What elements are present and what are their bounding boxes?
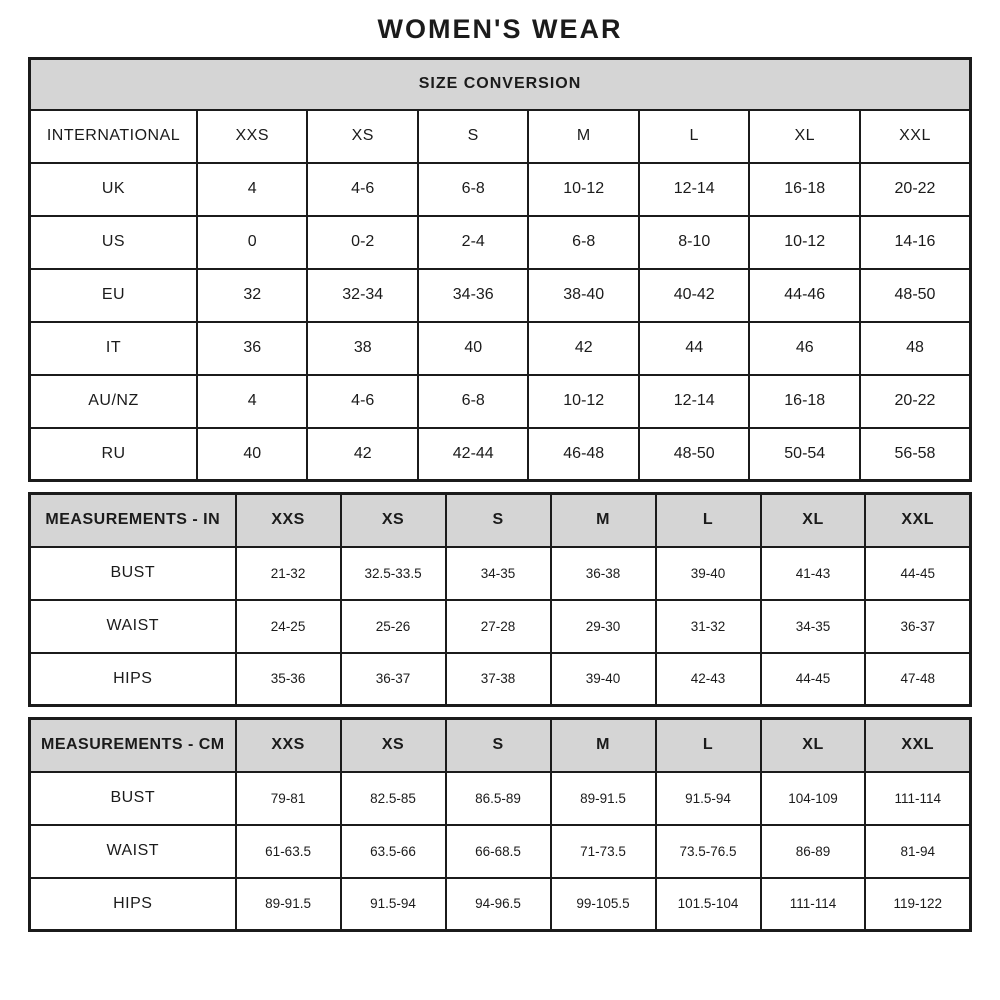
value-cell: 44-45 [865,547,970,600]
size-column-header: L [656,719,761,772]
size-column-header: S [418,110,529,163]
value-cell: 4 [197,163,308,216]
value-cell: 10-12 [528,375,639,428]
value-cell: 48 [860,322,971,375]
column-header-row [30,494,971,547]
value-cell: 104-109 [761,772,866,825]
row-label: WAIST [30,825,236,878]
value-cell: 61-63.5 [236,825,341,878]
value-cell: 34-35 [446,547,551,600]
value-cell: 38 [307,322,418,375]
table-row [30,428,971,481]
value-cell: 66-68.5 [446,825,551,878]
size-conversion-table [28,57,972,482]
table-row [30,825,971,878]
row-label: HIPS [30,878,236,931]
value-cell: 71-73.5 [551,825,656,878]
value-cell: 8-10 [639,216,750,269]
value-cell: 99-105.5 [551,878,656,931]
value-cell: 10-12 [528,163,639,216]
table-row [30,269,971,322]
row-label: UK [30,163,197,216]
size-column-header: XXL [865,719,970,772]
value-cell: 40 [418,322,529,375]
value-cell: 2-4 [418,216,529,269]
value-cell: 73.5-76.5 [656,825,761,878]
value-cell: 4-6 [307,375,418,428]
value-cell: 16-18 [749,375,860,428]
value-cell: 94-96.5 [446,878,551,931]
size-column-header: XXS [236,494,341,547]
value-cell: 20-22 [860,163,971,216]
page-title: WOMEN'S WEAR [377,14,623,44]
table-row [30,878,971,931]
table-row [30,600,971,653]
value-cell: 46 [749,322,860,375]
value-cell: 36 [197,322,308,375]
value-cell: 86.5-89 [446,772,551,825]
size-column-header: XL [749,110,860,163]
value-cell: 41-43 [761,547,866,600]
size-column-header: M [551,719,656,772]
value-cell: 4 [197,375,308,428]
row-label: WAIST [30,600,236,653]
row-label: AU/NZ [30,375,197,428]
row-label: RU [30,428,197,481]
value-cell: 46-48 [528,428,639,481]
value-cell: 119-122 [865,878,970,931]
value-cell: 79-81 [236,772,341,825]
size-column-header: XXL [860,110,971,163]
value-cell: 6-8 [418,375,529,428]
value-cell: 39-40 [551,653,656,706]
table-row [30,772,971,825]
value-cell: 29-30 [551,600,656,653]
table-row [30,216,971,269]
value-cell: 40 [197,428,308,481]
size-column-header: M [528,110,639,163]
measurements-in-table [28,492,972,707]
value-cell: 12-14 [639,375,750,428]
value-cell: 12-14 [639,163,750,216]
value-cell: 0 [197,216,308,269]
table-banner: SIZE CONVERSION [30,59,971,110]
size-column-header: L [639,110,750,163]
value-cell: 34-36 [418,269,529,322]
value-cell: 56-58 [860,428,971,481]
value-cell: 6-8 [418,163,529,216]
value-cell: 42-44 [418,428,529,481]
value-cell: 42-43 [656,653,761,706]
value-cell: 37-38 [446,653,551,706]
value-cell: 42 [528,322,639,375]
table-row [30,163,971,216]
value-cell: 39-40 [656,547,761,600]
value-cell: 89-91.5 [551,772,656,825]
row-label: EU [30,269,197,322]
size-column-header: XS [307,110,418,163]
value-cell: 48-50 [860,269,971,322]
value-cell: 36-37 [865,600,970,653]
value-cell: 32-34 [307,269,418,322]
value-cell: 35-36 [236,653,341,706]
corner-header-cell: MEASUREMENTS - IN [30,494,236,547]
table-row [30,653,971,706]
value-cell: 44 [639,322,750,375]
row-label: BUST [30,547,236,600]
value-cell: 14-16 [860,216,971,269]
size-column-header: XXS [197,110,308,163]
value-cell: 25-26 [341,600,446,653]
value-cell: 31-32 [656,600,761,653]
value-cell: 38-40 [528,269,639,322]
size-column-header: XS [341,494,446,547]
size-column-header: L [656,494,761,547]
value-cell: 40-42 [639,269,750,322]
column-header-row [30,110,971,163]
value-cell: 32 [197,269,308,322]
size-column-header: XXL [865,494,970,547]
value-cell: 10-12 [749,216,860,269]
table-row [30,322,971,375]
value-cell: 6-8 [528,216,639,269]
row-label: HIPS [30,653,236,706]
size-column-header: XL [761,719,866,772]
value-cell: 16-18 [749,163,860,216]
value-cell: 101.5-104 [656,878,761,931]
size-column-header: XXS [236,719,341,772]
value-cell: 32.5-33.5 [341,547,446,600]
value-cell: 21-32 [236,547,341,600]
value-cell: 42 [307,428,418,481]
column-header-row [30,719,971,772]
value-cell: 4-6 [307,163,418,216]
value-cell: 44-45 [761,653,866,706]
table-row [30,547,971,600]
table-banner-row [30,59,971,110]
value-cell: 86-89 [761,825,866,878]
value-cell: 47-48 [865,653,970,706]
value-cell: 24-25 [236,600,341,653]
row-label: BUST [30,772,236,825]
row-label: US [30,216,197,269]
size-column-header: XS [341,719,446,772]
value-cell: 91.5-94 [656,772,761,825]
size-column-header: S [446,494,551,547]
size-column-header: S [446,719,551,772]
value-cell: 20-22 [860,375,971,428]
value-cell: 89-91.5 [236,878,341,931]
corner-header-cell: INTERNATIONAL [30,110,197,163]
table-row [30,375,971,428]
value-cell: 48-50 [639,428,750,481]
value-cell: 27-28 [446,600,551,653]
value-cell: 63.5-66 [341,825,446,878]
corner-header-cell: MEASUREMENTS - CM [30,719,236,772]
value-cell: 0-2 [307,216,418,269]
value-cell: 111-114 [865,772,970,825]
row-label: IT [30,322,197,375]
value-cell: 44-46 [749,269,860,322]
value-cell: 36-37 [341,653,446,706]
value-cell: 50-54 [749,428,860,481]
value-cell: 36-38 [551,547,656,600]
value-cell: 111-114 [761,878,866,931]
measurements-cm-table [28,717,972,932]
value-cell: 82.5-85 [341,772,446,825]
size-column-header: M [551,494,656,547]
value-cell: 81-94 [865,825,970,878]
size-column-header: XL [761,494,866,547]
value-cell: 34-35 [761,600,866,653]
value-cell: 91.5-94 [341,878,446,931]
